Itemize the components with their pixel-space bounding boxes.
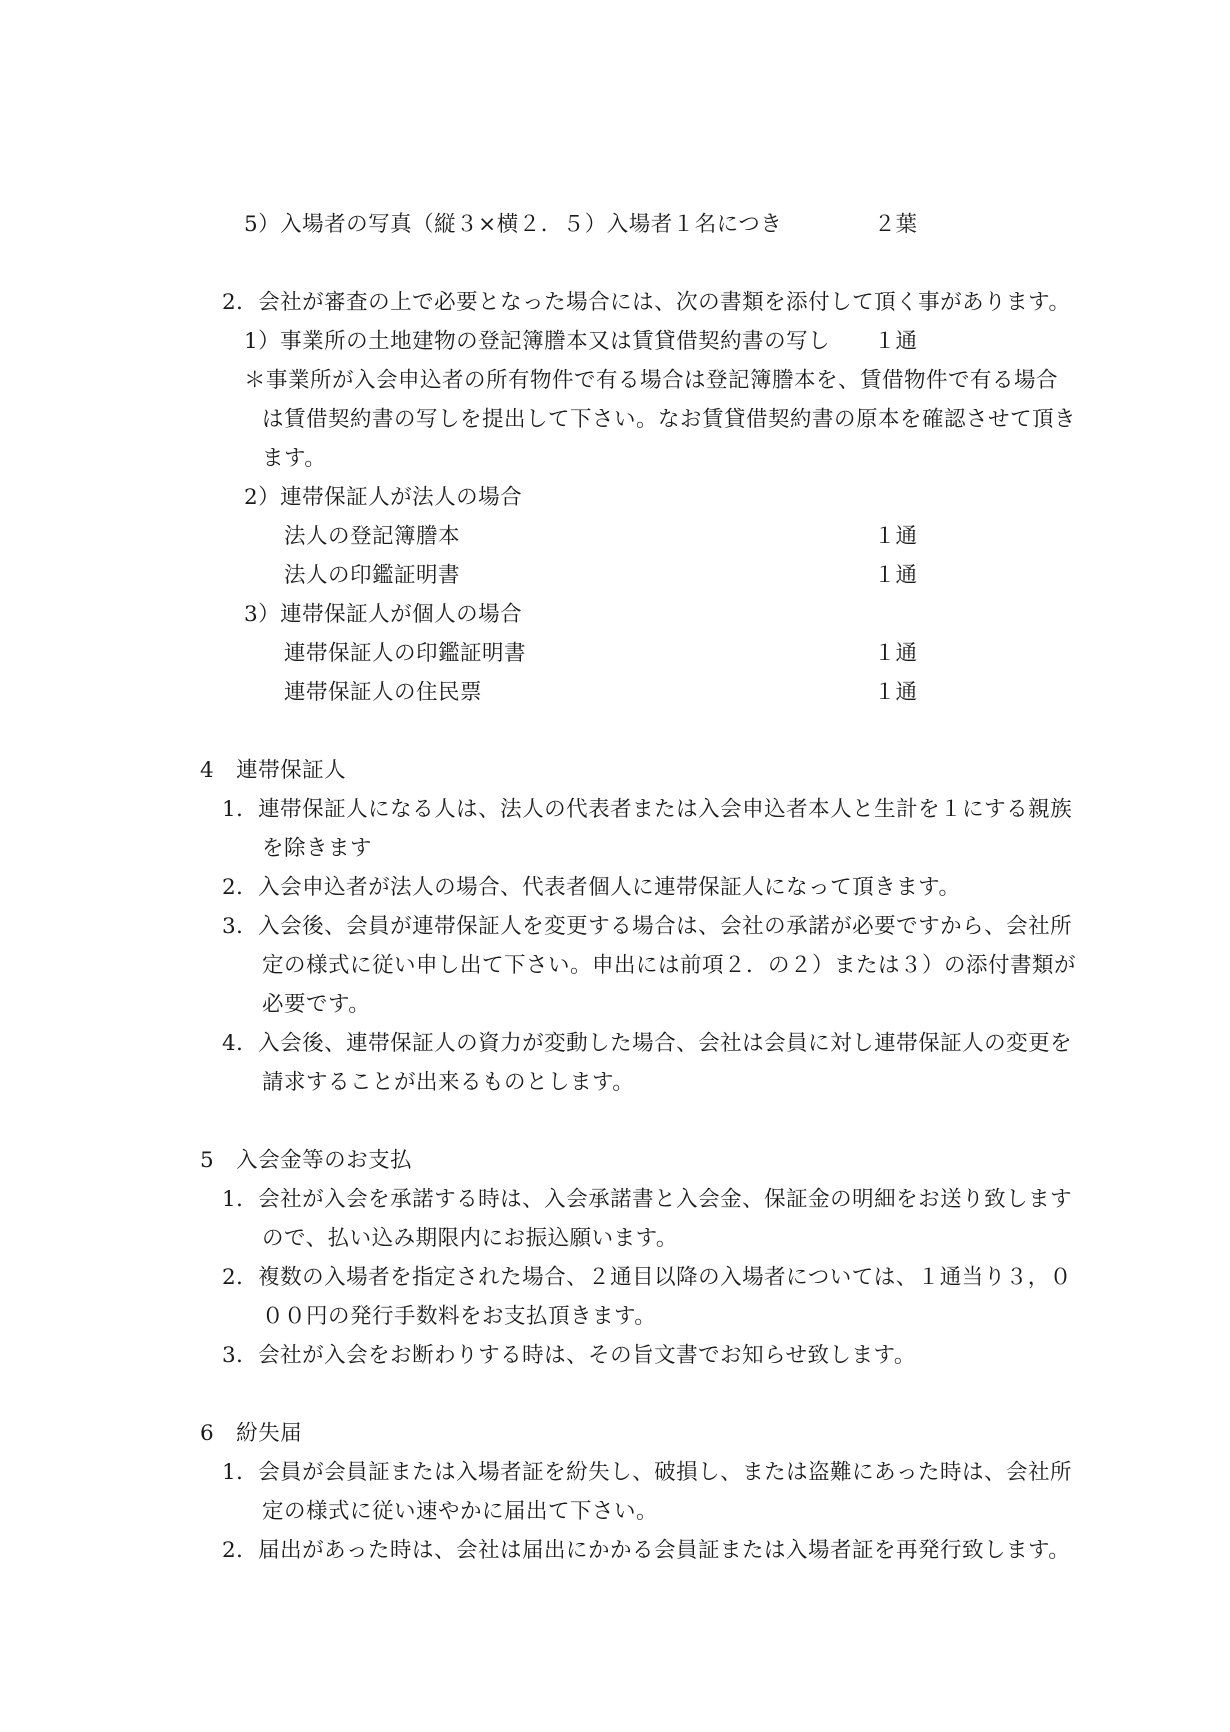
quantity-photo: ２葉 bbox=[874, 212, 918, 237]
section-4-item-4-line-1: 4．入会後、連帯保証人の資力が変動した場合、会社は会員に対し連帯保証人の変更を bbox=[222, 1031, 1073, 1056]
section-5-item-3: 3．会社が入会をお断わりする時は、その旨文書でお知らせ致します。 bbox=[222, 1343, 916, 1368]
section-5-heading: 5 入会金等のお支払 bbox=[200, 1148, 413, 1173]
quantity-individual-seal: １通 bbox=[874, 641, 918, 666]
corporate-registry-item: 法人の登記簿謄本 bbox=[284, 524, 461, 549]
quantity-corporate-seal: １通 bbox=[874, 563, 918, 588]
section-4-item-1-line-2: を除きます bbox=[262, 836, 373, 861]
guarantor-individual-heading: 3）連帯保証人が個人の場合 bbox=[244, 602, 523, 627]
section-6-item-2: 2．届出があった時は、会社は届出にかかる会員証または入場者証を再発行致します。 bbox=[222, 1538, 1071, 1563]
section-4-item-1-line-1: 1．連帯保証人になる人は、法人の代表者または入会申込者本人と生計を１にする親族 bbox=[222, 797, 1073, 822]
note-line-1: ＊事業所が入会申込者の所有物件で有る場合は登記簿謄本を、賃借物件で有る場合 bbox=[244, 368, 1059, 393]
quantity-registry-or-lease: １通 bbox=[874, 329, 918, 354]
section-4-heading: 4 連帯保証人 bbox=[200, 758, 347, 783]
individual-seal-item: 連帯保証人の印鑑証明書 bbox=[284, 641, 527, 666]
section-4-item-3-line-2: 定の様式に従い申し出て下さい。申出には前項２．の２）または３）の添付書類が bbox=[262, 953, 1077, 978]
guarantor-corporate-heading: 2）連帯保証人が法人の場合 bbox=[244, 485, 523, 510]
section-5-item-2-line-2: ００円の発行手数料をお支払頂きます。 bbox=[262, 1304, 657, 1329]
section-5-item-2-line-1: 2．複数の入場者を指定された場合、２通目以降の入場者については、１通当り３，０ bbox=[222, 1265, 1072, 1290]
section-6-item-1-line-1: 1．会員が会員証または入場者証を紛失し、破損し、または盗難にあった時は、会社所 bbox=[222, 1460, 1072, 1485]
additional-docs-heading: 2．会社が審査の上で必要となった場合には、次の書類を添付して頂く事があります。 bbox=[222, 290, 1071, 315]
section-4-item-3-line-1: 3．入会後、会員が連帯保証人を変更する場合は、会社の承諾が必要ですから、会社所 bbox=[222, 914, 1073, 939]
section-5-item-1-line-2: ので、払い込み期限内にお振込願います。 bbox=[262, 1226, 678, 1251]
note-line-3: ます。 bbox=[262, 446, 327, 471]
section-4-item-3-line-3: 必要です。 bbox=[262, 992, 371, 1017]
individual-residence-item: 連帯保証人の住民票 bbox=[284, 680, 483, 705]
corporate-seal-item: 法人の印鑑証明書 bbox=[284, 563, 461, 588]
quantity-corporate-registry: １通 bbox=[874, 524, 918, 549]
section-6-item-1-line-2: 定の様式に従い速やかに届出て下さい。 bbox=[262, 1499, 659, 1524]
section-4-item-2: 2．入会申込者が法人の場合、代表者個人に連帯保証人になって頂きます。 bbox=[222, 875, 961, 900]
section-5-item-1-line-1: 1．会社が入会を承諾する時は、入会承諾書と入会金、保証金の明細をお送り致します bbox=[222, 1187, 1073, 1212]
section-6-heading: 6 紛失届 bbox=[200, 1421, 303, 1446]
item-registry-or-lease: 1）事業所の土地建物の登記簿謄本又は賃貸借契約書の写し bbox=[244, 329, 831, 354]
note-line-2: は賃借契約書の写しを提出して下さい。なお賃貸借契約書の原本を確認させて頂き bbox=[262, 407, 1077, 432]
quantity-individual-residence: １通 bbox=[874, 680, 918, 705]
photo-requirement-line: 5）入場者の写真（縦３×横２．５）入場者１名につき bbox=[244, 212, 783, 237]
section-4-item-4-line-2: 請求することが出来るものとします。 bbox=[262, 1070, 635, 1095]
